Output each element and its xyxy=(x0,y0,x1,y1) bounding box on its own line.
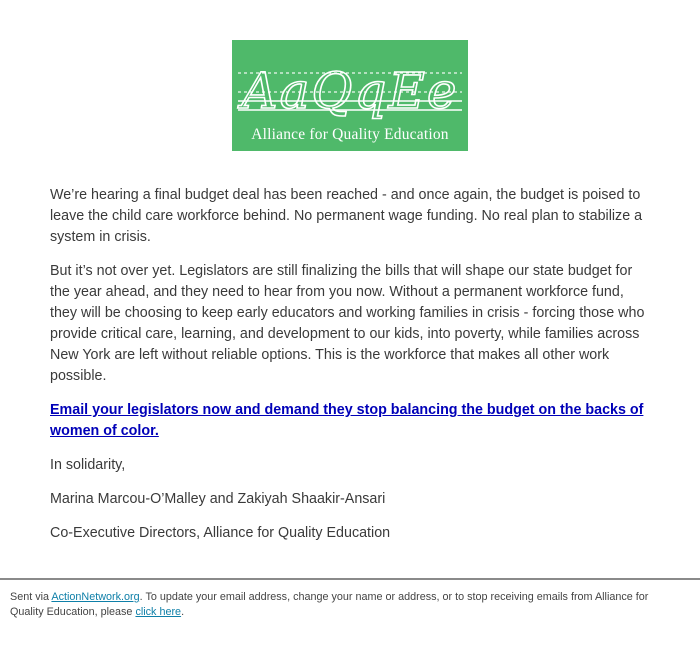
logo-caption: Alliance for Quality Education xyxy=(251,126,449,143)
signature-names: Marina Marcou-O’Malley and Zakiyah Shaakir-Ansari xyxy=(50,491,386,507)
actionnetwork-link[interactable]: ActionNetwork.org xyxy=(51,591,140,603)
footer-notice xyxy=(10,590,670,620)
footer-suffix: . xyxy=(181,606,185,618)
logo-script-text: AaQqEe xyxy=(241,62,459,120)
footer-middle-text: . To update your email address, change your name or address, or to stop receiving emails from Alliance for Quality Education, please xyxy=(10,591,649,618)
email-legislators-link[interactable]: Email your legislators now and demand they stop balancing the budget on the backs of women of color. xyxy=(50,402,644,439)
footer-divider xyxy=(0,578,700,580)
cta-paragraph xyxy=(50,400,650,442)
paragraph-budget-deal: We’re hearing a final budget deal has been reached - and once again, the budget is poised to leave the child care workforce behind. No permanent wage funding. No real plan to stabilize a system in crisis. xyxy=(50,187,643,245)
footer-prefix: Sent via xyxy=(10,591,52,603)
signature-title: Co-Executive Directors, Alliance for Quality Education xyxy=(50,525,391,541)
paragraph-not-over: But it’s not over yet. Legislators are still finalizing the bills that will shape our state budget for the year ahead, and they need to hear from you now. Without a permanent workforce fund, they will be choosing to keep early educators and working families in crisis - forcing those who provide critical care, learning, and development to our kids, into poverty, while families across New York are left without reliable options. This is the workforce that makes all other work possible. xyxy=(50,263,645,384)
unsubscribe-click-here-link[interactable]: click here xyxy=(135,606,182,618)
email-body xyxy=(50,185,650,557)
aqe-logo xyxy=(232,40,468,151)
closing-line: In solidarity, xyxy=(50,457,126,473)
